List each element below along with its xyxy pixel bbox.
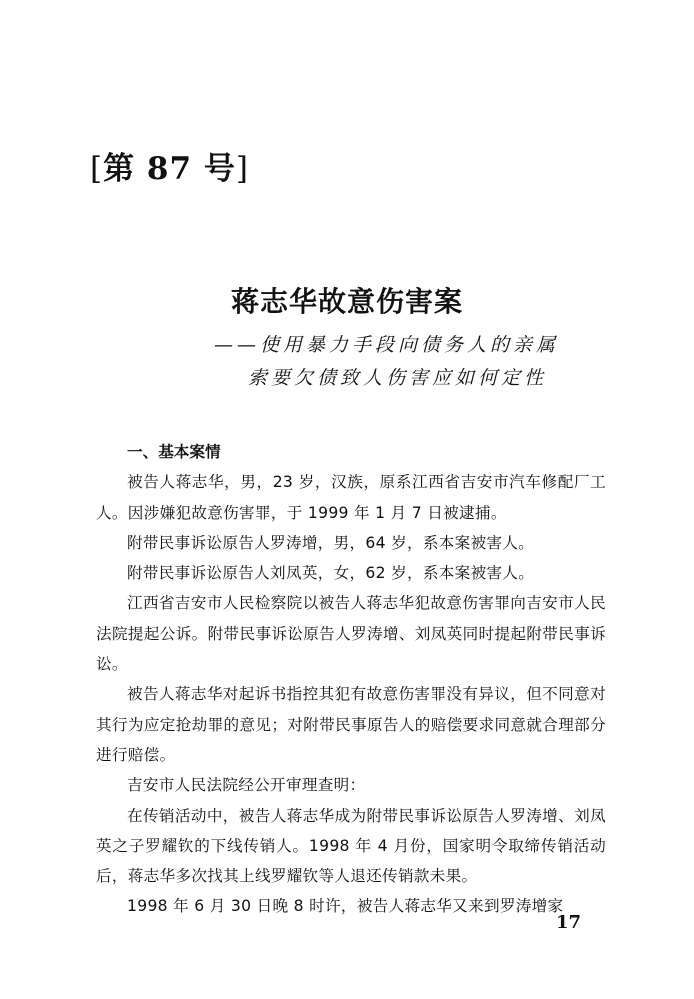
paragraph-defendant: 被告人蒋志华，男，23 岁，汉族，原系江西省吉安市汽车修配厂工人。因涉嫌犯故意伤害罪，于 1999 年 1 月 7 日被逮捕。: [96, 473, 606, 522]
case-number-text: 第 87 号: [103, 151, 236, 187]
subtitle-line-1: ——使用暴力手段向债务人的亲属: [214, 334, 560, 356]
body-text: [96, 437, 606, 922]
case-title: 蒋志华故意伤害案: [230, 285, 463, 318]
paragraph-defense: 被告人蒋志华对起诉书指控其犯有故意伤害罪没有异议，但不同意对其行为应定抢劫罪的意见；对附带民事原告人的赔偿要求同意就合理部分进行赔偿。: [96, 685, 606, 764]
page-number: 17: [556, 912, 582, 933]
paragraph-court-finding-intro: 吉安市人民法院经公开审理查明：: [127, 776, 366, 795]
paragraph-facts-2: 1998 年 6 月 30 日晚 8 时许，被告人蒋志华又来到罗涛增家: [127, 897, 564, 916]
paragraph-facts-1: 在传销活动中，被告人蒋志华成为附带民事诉讼原告人罗涛增、刘凤英之子罗耀钦的下线传销人。1998 年 4 月份，国家明令取缔传销活动后，蒋志华多次找其上线罗耀钦等人退还传销款未果。: [96, 806, 606, 886]
paragraph-prosecution: 江西省吉安市人民检察院以被告人蒋志华犯故意伤害罪向吉安市人民法院提起公诉。附带民事诉讼原告人罗涛增、刘凤英同时提起附带民事诉讼。: [96, 594, 606, 674]
section-heading: 一、基本案情: [127, 443, 221, 461]
case-number: [第 87 号]: [90, 151, 249, 187]
subtitle-line-2: 索要欠债致人伤害应如何定性: [248, 367, 548, 389]
paragraph-plaintiff-2: 附带民事诉讼原告人刘凤英，女，62 岁，系本案被害人。: [127, 564, 535, 583]
paragraph-plaintiff-1: 附带民事诉讼原告人罗涛增，男，64 岁，系本案被害人。: [127, 533, 535, 552]
